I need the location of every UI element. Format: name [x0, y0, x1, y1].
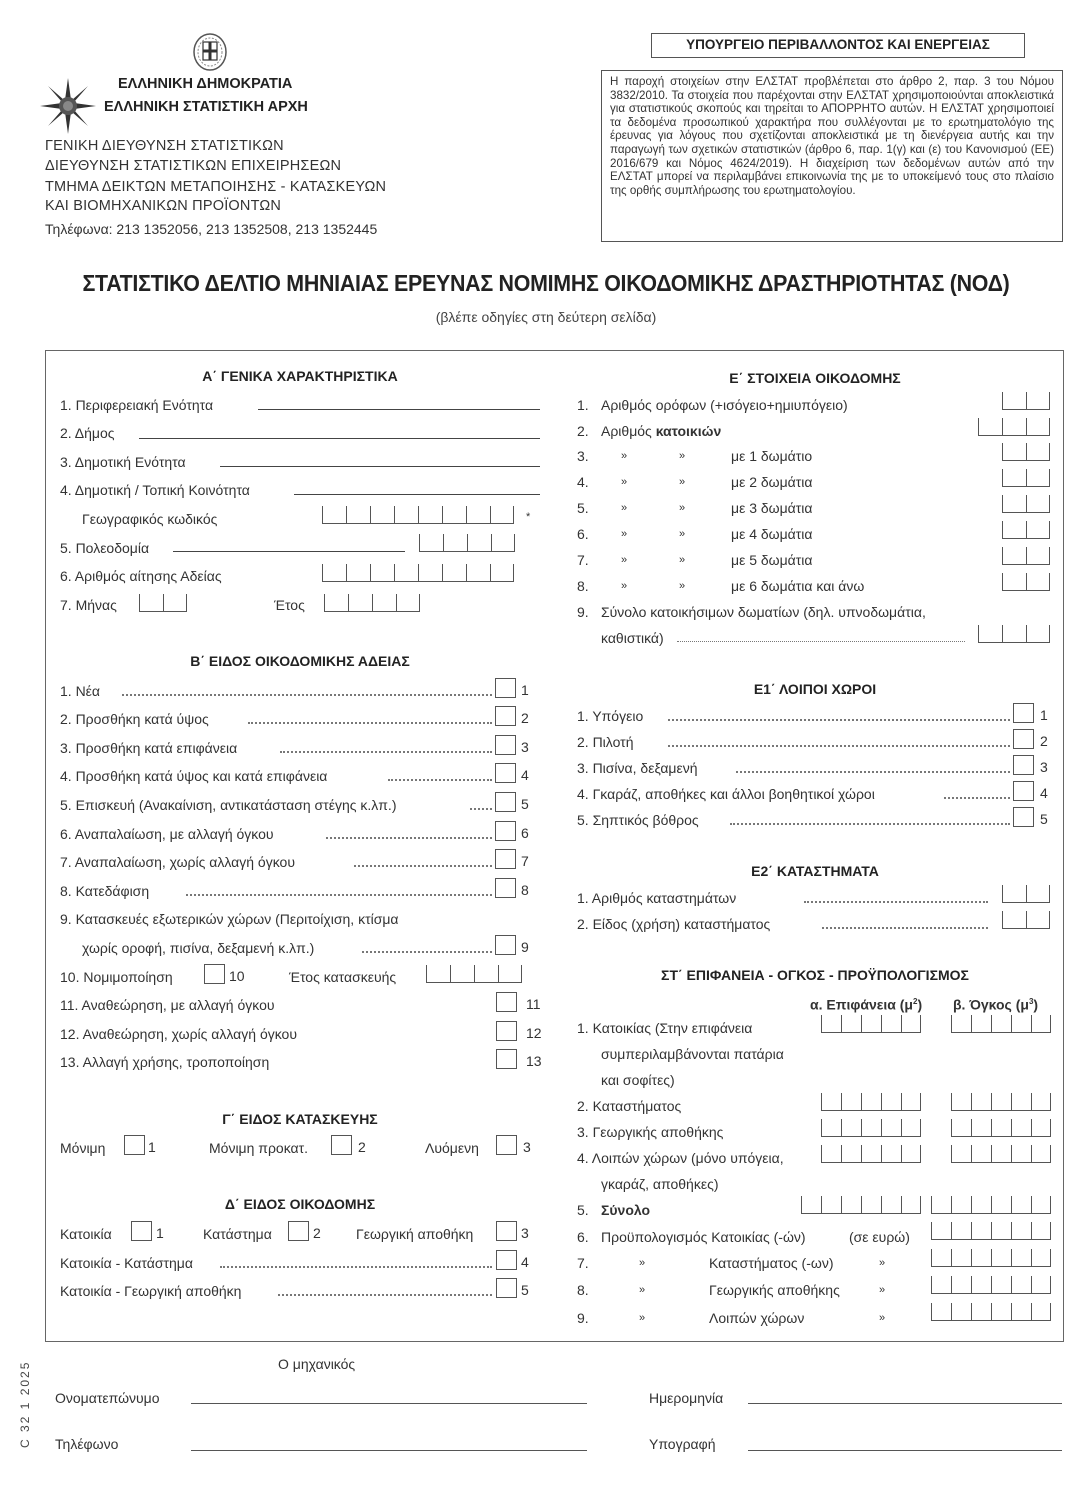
building-residence-checkbox[interactable] [131, 1221, 152, 1241]
shop-use-type-input[interactable] [1002, 911, 1050, 929]
superscript: 2 [913, 997, 918, 1006]
municipal-unit-input[interactable] [220, 466, 540, 467]
privacy-notice: Η παροχή στοιχείων στην ΕΛΣΤΑΤ προβλέπεται στο άρθρο 2, παρ. 3 του Νόμου 3832/2010. Τα στοιχεία που παρέχονται στην ΕΛΣΤΑΤ χρησιμοποιούνται αποκλειστικά για στατιστικούς σκοπούς και τηρείται το ΑΠΟΡΡΗΤΟ αυτών. Η ΕΛΣΤΑΤ χρησιμοποιεί τα δεδομένα προσωπικού χαρακτήρα που συλλέγονται με το ερωτηματολόγιο της έρευνας για λόγους που σχετίζονται αποκλειστικά με τη διενέργεια αυτής και την παραγωγή των σχετικών στατιστικών (άρθρο 6, παρ. 1(γ) και (ε) του Κανονισμού (ΕΕ) 2016/679 και Νόμος 4624/2019). Η διαχείριση των δεδομένων αυτών από την ΕΛΣΤΑΤ μπορεί να περιλαμβάνει επικοινωνία της με το υποκείμενό τους στο πλαίσιο της ορθής συμπλήρωσης του ερωτηματολογίου. [601, 70, 1063, 242]
elstat-logo-icon [40, 78, 96, 134]
shop-volume-input[interactable] [951, 1093, 1051, 1111]
asterisk-note: * [526, 511, 531, 523]
building-type-label: Κατάστημα [203, 1226, 272, 1242]
other-space-label: 1. Υπόγειο [577, 708, 644, 724]
other-space-label: 4. Γκαράζ, αποθήκες και άλλοι βοηθητικοί χώροι [577, 786, 875, 802]
permit-type-label: 8. Κατεδάφιση [60, 883, 150, 899]
dot-leader [248, 722, 492, 724]
permit-restoration-volume-checkbox[interactable] [495, 821, 516, 841]
month-input[interactable] [139, 594, 187, 612]
ditto-mark: » [621, 580, 628, 592]
permit-type-label: 1. Νέα [60, 683, 101, 699]
basement-checkbox[interactable] [1013, 703, 1034, 723]
building-info-label [601, 422, 721, 440]
permit-type-label: 3. Προσθήκη κατά επιφάνεια [60, 740, 238, 756]
item-num: 3. [577, 448, 589, 464]
area-row-label: 3. Γεωργικής αποθήκης [577, 1124, 724, 1140]
permit-type-label: 2. Προσθήκη κατά ύψος [60, 711, 209, 727]
shops-count-input[interactable] [1002, 885, 1050, 903]
other-space-label: 2. Πιλοτή [577, 734, 634, 750]
habitable-rooms-input[interactable] [978, 625, 1050, 643]
section-b-title: Β΄ ΕΙΔΟΣ ΟΙΚΟΔΟΜΙΚΗΣ ΑΔΕΙΑΣ [190, 653, 410, 669]
dot-leader [388, 779, 492, 781]
option-code: 1 [1040, 707, 1048, 723]
farm-storage-volume-input[interactable] [951, 1119, 1051, 1137]
item-num: 2. [577, 423, 589, 439]
section-d-title: Δ΄ ΕΙΔΟΣ ΟΙΚΟΔΟΜΗΣ [224, 1196, 376, 1212]
form-code [18, 1360, 38, 1450]
item-num: 6. [577, 526, 589, 542]
ditto-mark: » [679, 528, 686, 540]
area-row-label: 1. Κατοικίας (Στην επιφάνεια [577, 1020, 753, 1036]
option-code: 1 [148, 1139, 156, 1155]
permit-change-use-checkbox[interactable] [496, 1049, 517, 1069]
dot-leader [278, 1294, 492, 1296]
field-label: Γεωγραφικός κωδικός [82, 511, 218, 527]
area-column-header [810, 993, 922, 1014]
municipality-input[interactable] [139, 438, 540, 439]
floors-count-input[interactable] [1002, 392, 1050, 410]
field-label: 6. Αριθμός αίτησης Αδείας [60, 568, 222, 584]
community-input[interactable] [294, 494, 540, 495]
permit-restoration-no-volume-checkbox[interactable] [495, 849, 516, 869]
total-area-input[interactable] [801, 1196, 921, 1214]
permit-type-label: χωρίς οροφή, πισίνα, δεξαμενή κ.λπ.) [82, 940, 315, 956]
building-info-label: με 2 δωμάτια [731, 474, 813, 490]
option-code: 10 [229, 968, 245, 984]
building-shop-checkbox[interactable] [288, 1221, 309, 1241]
ditto-mark: » [679, 554, 686, 566]
building-type-label: Κατοικία [60, 1226, 112, 1242]
option-code: 13 [526, 1053, 542, 1069]
item-num: 4. [577, 474, 589, 490]
other-space-label: 3. Πισίνα, δεξαμενή [577, 760, 698, 776]
ditto-mark: » [621, 450, 628, 462]
field-label: Υπογραφή [649, 1436, 716, 1452]
dwellings-3-rooms-input[interactable] [1002, 495, 1050, 513]
option-code: 5 [521, 796, 529, 812]
ditto-mark: » [879, 1312, 886, 1324]
superscript: 3 [1028, 997, 1034, 1006]
permit-area-addition-checkbox[interactable] [495, 735, 516, 755]
dot-leader [470, 808, 492, 810]
org-name-elstat: ΕΛΛΗΝΙΚΗ ΣΤΑΤΙΣΤΙΚΗ ΑΡΧΗ [104, 99, 308, 115]
item-num: 8. [577, 1282, 589, 1298]
budget-shop-input[interactable] [931, 1249, 1051, 1267]
building-residence-farm-checkbox[interactable] [496, 1278, 517, 1298]
dot-leader [122, 694, 492, 696]
option-code: 3 [1040, 759, 1048, 775]
option-code: 7 [521, 853, 529, 869]
area-row-label: συμπεριλαμβάνονται πατάρια [601, 1046, 784, 1062]
permit-type-label: 5. Επισκευή (Ανακαίνιση, αντικατάσταση στέγης κ.λπ.) [60, 797, 397, 813]
building-type-label: Κατοικία - Γεωργική αποθήκη [60, 1283, 242, 1299]
building-type-label: Γεωργική αποθήκη [356, 1226, 474, 1242]
budget-farm-storage-input[interactable] [931, 1276, 1051, 1294]
building-info-label: με 3 δωμάτια [731, 500, 813, 516]
item-num: 9. [577, 1310, 589, 1326]
permit-type-label: 12. Αναθεώρηση, χωρίς αλλαγή όγκου [60, 1026, 297, 1042]
dot-leader [944, 797, 1010, 799]
permit-type-label: 9. Κατασκευές εξωτερικών χώρων (Περιτοίχιση, κτίσμα [60, 911, 399, 927]
dot-leader [736, 771, 1010, 773]
other-space-label: 5. Σηπτικός βόθρος [577, 812, 699, 828]
building-info-label: με 4 δωμάτια [731, 526, 813, 542]
section-c-title: Γ΄ ΕΙΔΟΣ ΚΑΤΑΣΚΕΥΗΣ [222, 1111, 378, 1127]
construction-year-input[interactable] [426, 965, 522, 983]
construction-permanent-checkbox[interactable] [124, 1135, 145, 1155]
budget-label: Γεωργικής αποθήκης [709, 1282, 840, 1298]
form-code-text: C 32 1 2025 [18, 1360, 32, 1448]
option-code: 5 [1040, 811, 1048, 827]
regional-unit-input[interactable] [258, 409, 540, 410]
option-code: 3 [521, 1225, 529, 1241]
option-code: 12 [526, 1025, 542, 1041]
ditto-mark: » [639, 1257, 646, 1269]
option-code: 6 [521, 825, 529, 841]
budget-label: Λοιπών χώρων [709, 1310, 805, 1326]
ditto-mark: » [879, 1284, 886, 1296]
permit-type-label: 6. Αναπαλαίωση, με αλλαγή όγκου [60, 826, 274, 842]
field-label: 3. Δημοτική Ενότητα [60, 454, 186, 470]
farm-storage-area-input[interactable] [821, 1119, 921, 1137]
item-num: 6. [577, 1229, 589, 1245]
dept-line: ΔΙΕΥΘΥΝΣΗ ΣΤΑΤΙΣΤΙΚΩΝ ΕΠΙΧΕΙΡΗΣΕΩΝ [45, 158, 342, 174]
dwellings-5-rooms-input[interactable] [1002, 547, 1050, 565]
ditto-mark: » [621, 502, 628, 514]
shops-label: 1. Αριθμός καταστημάτων [577, 890, 737, 906]
header-text: ) [1033, 996, 1039, 1013]
section-e1-title: Ε1΄ ΛΟΙΠΟΙ ΧΩΡΟΙ [753, 681, 877, 697]
construction-type-label: Λυόμενη [425, 1140, 479, 1156]
building-residence-shop-checkbox[interactable] [496, 1250, 517, 1270]
geo-code-input[interactable] [322, 506, 514, 524]
dot-leader [280, 751, 492, 753]
area-row-label: 4. Λοιπών χώρων (μόνο υπόγεια, [577, 1150, 784, 1166]
option-code: 8 [521, 882, 529, 898]
permit-height-area-addition-checkbox[interactable] [495, 763, 516, 783]
field-label: 2. Δήμος [60, 425, 115, 441]
label-text: Αριθμός [601, 423, 656, 439]
header-text: α. Επιφάνεια (μ [810, 996, 913, 1013]
greek-coat-of-arms-icon [192, 32, 228, 72]
option-code: 3 [523, 1139, 531, 1155]
dot-leader [186, 894, 492, 896]
dot-leader [220, 1266, 492, 1268]
option-code: 4 [521, 767, 529, 783]
budget-label: Προϋπολογισμός Κατοικίας (-ών) [601, 1229, 806, 1245]
item-num: 5. [577, 500, 589, 516]
header-text: ) [917, 996, 923, 1013]
other-spaces-volume-input[interactable] [951, 1145, 1051, 1163]
shops-label: 2. Είδος (χρήση) καταστήματος [577, 916, 771, 932]
dot-leader [668, 719, 1010, 721]
option-code: 1 [156, 1225, 164, 1241]
option-code: 4 [521, 1254, 529, 1270]
other-spaces-area-input[interactable] [821, 1145, 921, 1163]
dwellings-count-input[interactable] [978, 418, 1050, 436]
date-input[interactable] [748, 1403, 1062, 1404]
permit-exterior-checkbox[interactable] [495, 935, 516, 955]
label-emphasis: κατοικιών [655, 423, 722, 439]
permit-type-label: 13. Αλλαγή χρήσης, τροποποίηση [60, 1054, 270, 1070]
item-num: 7. [577, 552, 589, 568]
section-a-title: Α΄ ΓΕΝΙΚΑ ΧΑΡΑΚΤΗΡΙΣΤΙΚΑ [202, 368, 398, 384]
ditto-mark: » [621, 476, 628, 488]
option-code: 4 [1040, 785, 1048, 801]
org-name-republic: ΕΛΛΗΝΙΚΗ ΔΗΜΟΚΡΑΤΙΑ [118, 76, 293, 92]
building-info-label: Σύνολο κατοικήσιμων δωματίων (δηλ. υπνοδωμάτια, [601, 604, 926, 620]
page-subtitle: (βλέπε οδηγίες στη δεύτερη σελίδα) [435, 309, 657, 325]
construction-type-label: Μόνιμη προκατ. [209, 1140, 309, 1156]
shop-area-input[interactable] [821, 1093, 921, 1111]
permit-type-label: 7. Αναπαλαίωση, χωρίς αλλαγή όγκου [60, 854, 295, 870]
dept-line: ΓΕΝΙΚΗ ΔΙΕΥΘΥΝΣΗ ΣΤΑΤΙΣΤΙΚΩΝ [45, 138, 284, 154]
ditto-mark: » [879, 1257, 886, 1269]
dot-leader [326, 837, 492, 839]
building-info-label: με 6 δωμάτια και άνω [731, 578, 865, 594]
permit-revision-volume-checkbox[interactable] [496, 992, 517, 1012]
dot-leader [730, 823, 1010, 825]
dwellings-4-rooms-input[interactable] [1002, 521, 1050, 539]
item-num: 8. [577, 578, 589, 594]
construction-type-label: Μόνιμη [60, 1140, 106, 1156]
permit-height-addition-checkbox[interactable] [495, 706, 516, 726]
field-label: Ονοματεπώνυμο [55, 1390, 160, 1406]
dwellings-1-room-input[interactable] [1002, 443, 1050, 461]
residence-area-input[interactable] [821, 1015, 921, 1033]
budget-other-spaces-input[interactable] [931, 1303, 1051, 1321]
permit-type-label: 11. Αναθεώρηση, με αλλαγή όγκου [60, 997, 275, 1013]
volume-column-header [953, 993, 1038, 1014]
item-num: 1. [577, 397, 589, 413]
permit-type-label: 10. Νομιμοποίηση [60, 969, 173, 985]
item-num: 5. [577, 1202, 589, 1218]
permit-type-label: 4. Προσθήκη κατά ύψος και κατά επιφάνεια [60, 768, 328, 784]
ditto-mark: » [621, 528, 628, 540]
option-code: 2 [313, 1225, 321, 1241]
ditto-mark: » [679, 450, 686, 462]
section-e2-title: Ε2΄ ΚΑΤΑΣΤΗΜΑΤΑ [751, 863, 879, 879]
year-input[interactable] [324, 594, 420, 612]
building-info-label: Αριθμός ορόφων (+ισόγειο+ημιυπόγειο) [601, 397, 848, 413]
planning-office-code-input[interactable] [419, 534, 515, 552]
construction-removable-checkbox[interactable] [496, 1135, 517, 1155]
engineer-name-input[interactable] [191, 1403, 587, 1404]
option-code: 3 [521, 739, 529, 755]
option-code: 9 [521, 939, 529, 955]
building-type-label: Κατοικία - Κατάστημα [60, 1255, 193, 1271]
field-label: Έτος κατασκευής [289, 969, 397, 985]
dept-line: ΤΜΗΜΑ ΔΕΙΚΤΩΝ ΜΕΤΑΠΟΙΗΣΗΣ - ΚΑΤΑΣΚΕΥΩΝ [45, 179, 387, 195]
pilotis-checkbox[interactable] [1013, 729, 1034, 749]
dot-leader [668, 745, 1010, 747]
area-row-label: 2. Καταστήματος [577, 1098, 682, 1114]
pool-tank-checkbox[interactable] [1013, 755, 1034, 775]
permit-repair-checkbox[interactable] [495, 792, 516, 812]
header-text: β. Όγκος (μ [953, 996, 1029, 1013]
building-info-label: με 1 δωμάτιο [731, 448, 813, 464]
signature-input[interactable] [748, 1450, 1062, 1451]
contact-phones: Τηλέφωνα: 213 1352056, 213 1352508, 213 1352445 [45, 221, 378, 237]
area-row-label: και σοφίτες) [601, 1072, 675, 1088]
area-row-label: γκαράζ, αποθήκες) [601, 1176, 719, 1192]
section-e-title: Ε΄ ΣΤΟΙΧΕΙΑ ΟΙΚΟΔΟΜΗΣ [729, 370, 901, 386]
field-label: 4. Δημοτική / Τοπική Κοινότητα [60, 482, 250, 498]
field-label: Έτος [274, 597, 305, 613]
engineer-phone-input[interactable] [191, 1450, 587, 1451]
dwellings-2-rooms-input[interactable] [1002, 469, 1050, 487]
construction-prefab-checkbox[interactable] [331, 1135, 352, 1155]
dot-leader [804, 901, 988, 903]
section-st-title: ΣΤ΄ ΕΠΙΦΑΝΕΙΑ - ΟΓΚΟΣ - ΠΡΟΫΠΟΛΟΓΙΣΜΟΣ [661, 967, 969, 983]
permit-revision-no-volume-checkbox[interactable] [496, 1021, 517, 1041]
dwellings-6plus-rooms-input[interactable] [1002, 573, 1050, 591]
option-code: 1 [521, 682, 529, 698]
field-label: 5. Πολεοδομία [60, 540, 150, 556]
option-code: 2 [1040, 733, 1048, 749]
building-farm-storage-checkbox[interactable] [496, 1221, 517, 1241]
dot-leader [677, 641, 965, 642]
dept-line: ΚΑΙ ΒΙΟΜΗΧΑΝΙΚΩΝ ΠΡΟΪΟΝΤΩΝ [45, 198, 282, 214]
field-label: 7. Μήνας [60, 597, 117, 613]
residence-volume-input[interactable] [951, 1015, 1051, 1033]
building-info-label: με 5 δωμάτια [731, 552, 813, 568]
field-label: 1. Περιφερειακή Ενότητα [60, 397, 214, 413]
total-label: Σύνολο [601, 1202, 651, 1218]
ditto-mark: » [679, 476, 686, 488]
engineer-heading: Ο μηχανικός [278, 1356, 356, 1372]
ministry-box: ΥΠΟΥΡΓΕΙΟ ΠΕΡΙΒΑΛΛΟΝΤΟΣ ΚΑΙ ΕΝΕΡΓΕΙΑΣ [651, 33, 1025, 58]
ditto-mark: » [621, 554, 628, 566]
dot-leader [362, 951, 492, 953]
budget-residence-input[interactable] [931, 1222, 1051, 1240]
field-label: Ημερομηνία [649, 1390, 724, 1406]
total-volume-input[interactable] [931, 1196, 1051, 1214]
item-num: 9. [577, 604, 589, 620]
option-code: 11 [526, 996, 541, 1012]
septic-tank-checkbox[interactable] [1013, 807, 1034, 827]
permit-number-input[interactable] [322, 564, 514, 582]
permit-legalization-checkbox[interactable] [204, 964, 225, 984]
option-code: 2 [358, 1139, 366, 1155]
field-label: Τηλέφωνο [55, 1436, 119, 1452]
ditto-mark: » [679, 580, 686, 592]
page-title: ΣΤΑΤΙΣΤΙΚΟ ΔΕΛΤΙΟ ΜΗΝΙΑΙΑΣ ΕΡΕΥΝΑΣ ΝΟΜΙΜΗΣ ΟΙΚΟΔΟΜΙΚΗΣ ΔΡΑΣΤΗΡΙΟΤΗΤΑΣ (ΝΟΔ) [82, 270, 1010, 296]
option-code: 2 [521, 710, 529, 726]
permit-demolition-checkbox[interactable] [495, 878, 516, 898]
ditto-mark: » [639, 1284, 646, 1296]
garage-storage-checkbox[interactable] [1013, 781, 1034, 801]
budget-unit: (σε ευρώ) [849, 1229, 910, 1245]
building-info-label: καθιστικά) [601, 630, 664, 646]
budget-label: Καταστήματος (-ων) [709, 1255, 834, 1271]
ditto-mark: » [639, 1312, 646, 1324]
ditto-mark: » [679, 502, 686, 514]
permit-new-checkbox[interactable] [495, 678, 516, 698]
item-num: 7. [577, 1255, 589, 1271]
planning-office-input[interactable] [173, 551, 405, 552]
option-code: 5 [521, 1282, 529, 1298]
dot-leader [354, 865, 492, 867]
dot-leader [822, 927, 988, 929]
